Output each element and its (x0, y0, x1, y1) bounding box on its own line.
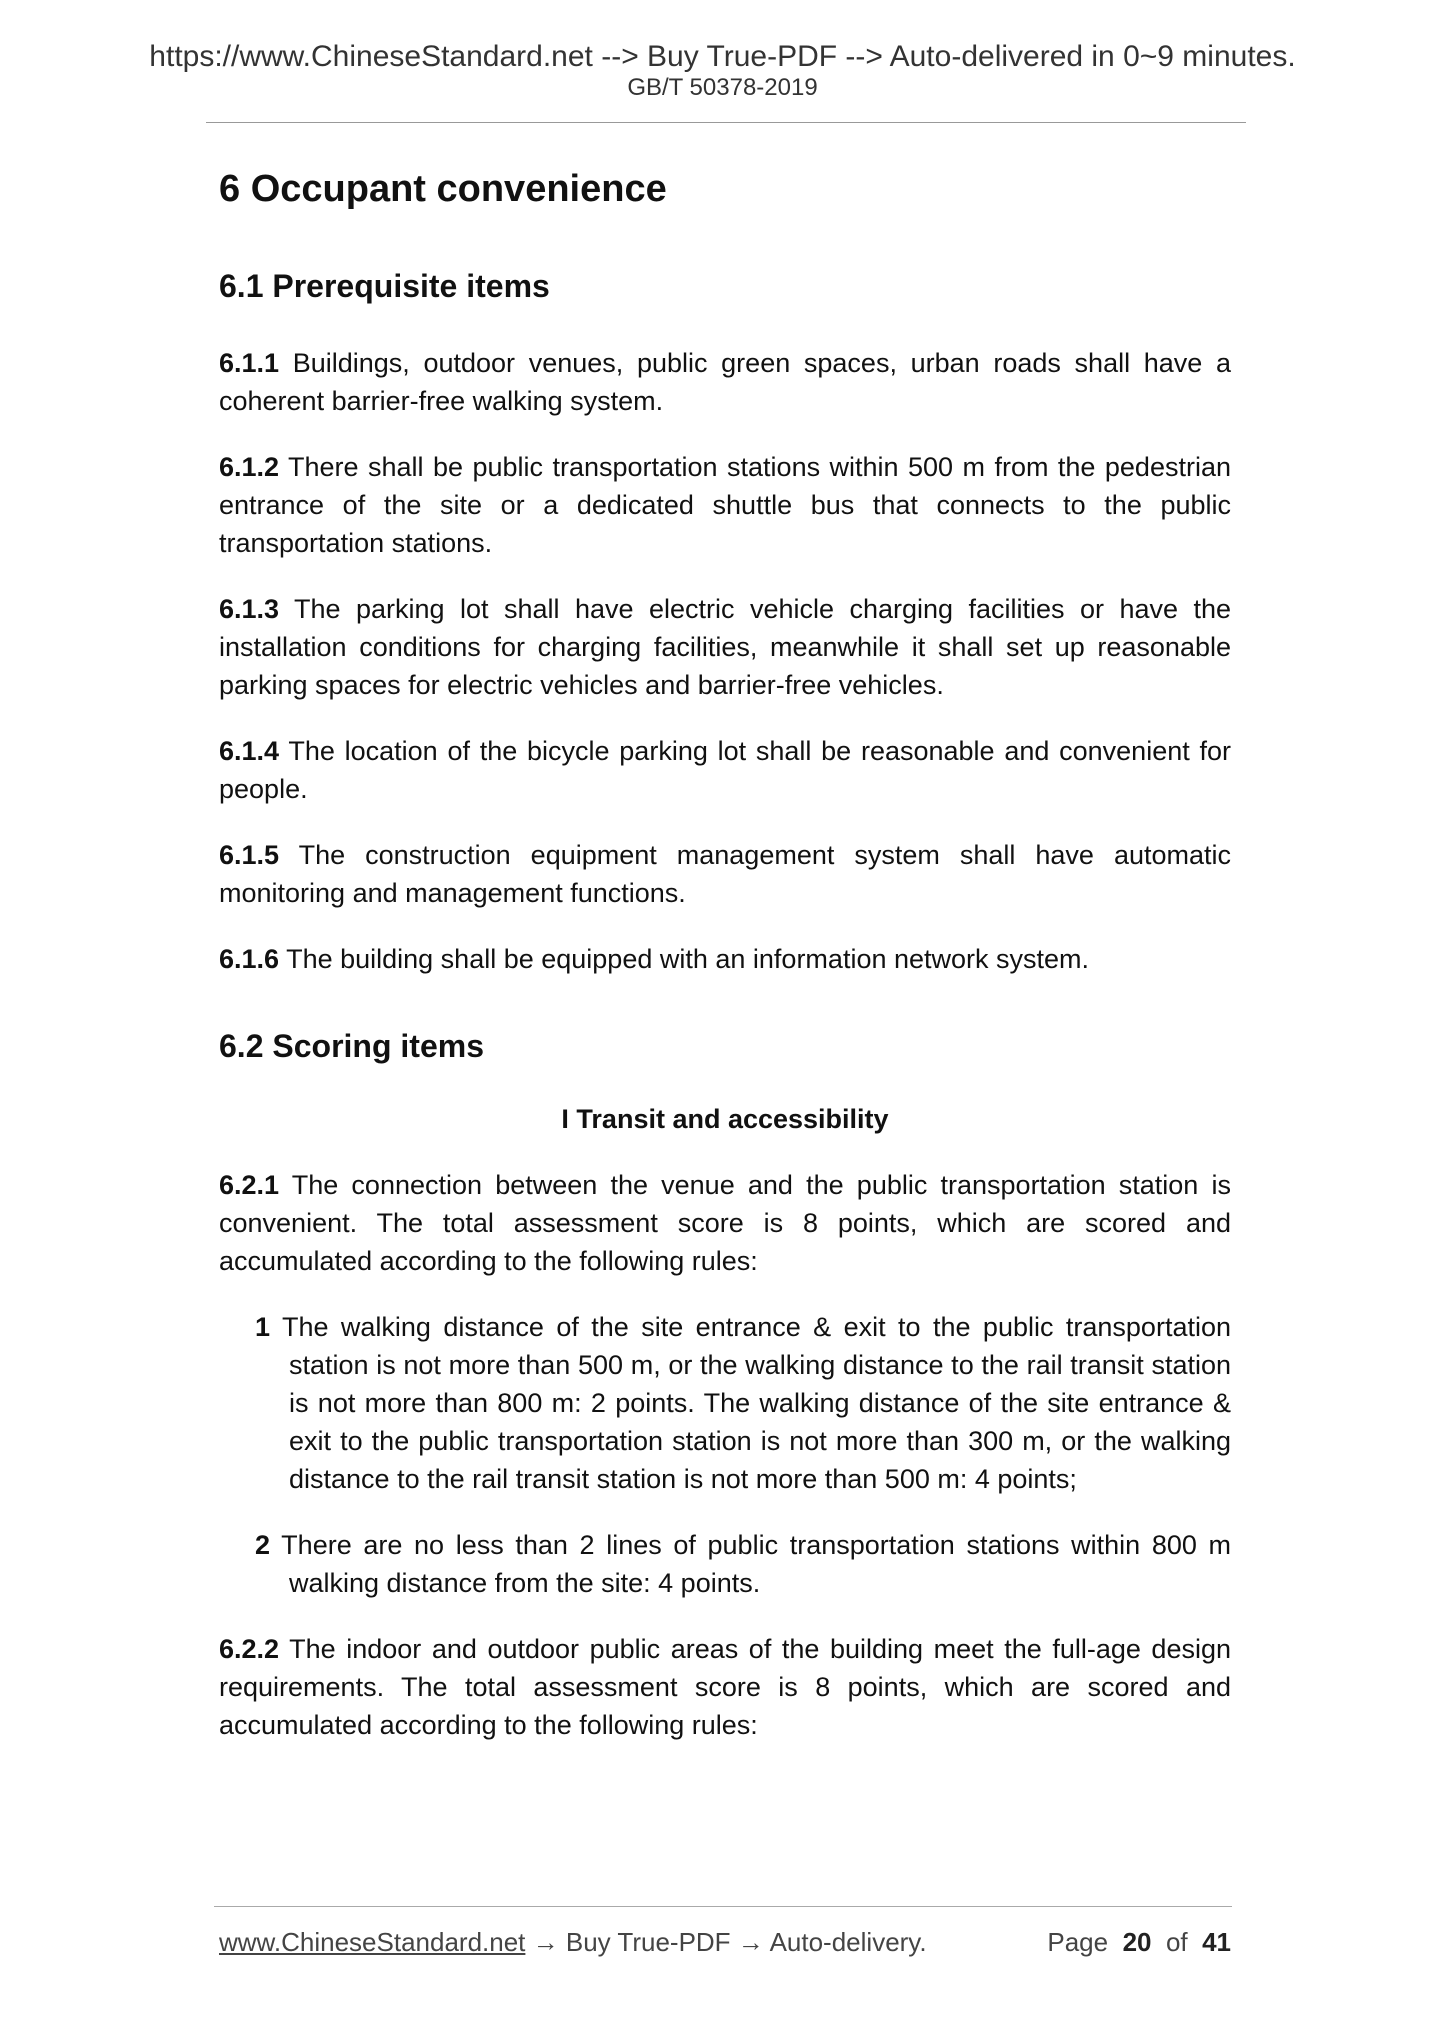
footer-promo (219, 1925, 927, 1959)
standard-code: GB/T 50378-2019 (627, 74, 818, 101)
of-label: of (1165, 1927, 1188, 1957)
clause-6-1-5 (219, 836, 1231, 912)
page-content (219, 164, 1231, 1772)
item-number: 2 (255, 1530, 271, 1560)
clause-text: The connection between the venue and the public transportation station is convenient. The total assessment score is 8 points, which are scored and accumulated according to the following rules: (219, 1170, 1231, 1276)
clause-text: Buildings, outdoor venues, public green spaces, urban roads shall have a coherent barrier-free walking system. (219, 348, 1231, 416)
header-divider (206, 122, 1246, 123)
header-banner: https://www.ChineseStandard.net --> Buy True-PDF --> Auto-delivered in 0~9 minutes. (149, 40, 1296, 73)
clause-number: 6.1.2 (219, 452, 280, 482)
item-text: There are no less than 2 lines of public transportation stations within 800 m walking distance from the site: 4 points. (270, 1530, 1231, 1598)
clause-text: The construction equipment management system shall have automatic monitoring and management functions. (219, 840, 1231, 908)
clause-text: The parking lot shall have electric vehicle charging facilities or have the installation conditions for charging facilities, meanwhile it shall set up reasonable parking spaces for electric vehicles and barrier-free vehicles. (219, 594, 1231, 700)
clause-text: The building shall be equipped with an information network system. (279, 944, 1090, 974)
clause-6-2-1 (219, 1166, 1231, 1280)
clause-number: 6.1.5 (219, 840, 280, 870)
list-item (219, 1308, 1231, 1498)
item-text: The walking distance of the site entrance & exit to the public transportation station is not more than 500 m, or the walking distance to the rail transit station is not more than 800 m: 2 points. The walking distance of the site entrance & exit to the public transportation station is not more than 300 m, or the walking distance to the rail transit station is not more than 500 m: 4 points; (270, 1312, 1231, 1494)
chapter-title: 6 Occupant convenience (219, 168, 667, 210)
site-link[interactable]: www.ChineseStandard.net (219, 1927, 526, 1957)
footer-tagline: → Buy True-PDF → Auto-delivery. (525, 1927, 927, 1957)
subsection-heading: I Transit and accessibility (561, 1104, 889, 1134)
total-pages: 41 (1202, 1927, 1231, 1957)
clause-6-1-6 (219, 940, 1231, 978)
clause-text: The indoor and outdoor public areas of the building meet the full-age design requirements. The total assessment score is 8 points, which are scored and accumulated according to the following rules: (219, 1634, 1231, 1740)
section-title-prerequisite: 6.1 Prerequisite items (219, 268, 550, 304)
clause-number: 6.2.2 (219, 1634, 280, 1664)
clause-number: 6.1.1 (219, 348, 280, 378)
clause-6-2-2 (219, 1630, 1231, 1744)
clause-number: 6.2.1 (219, 1170, 280, 1200)
clause-6-1-4 (219, 732, 1231, 808)
clause-text: The location of the bicycle parking lot shall be reasonable and convenient for people. (219, 736, 1231, 804)
clause-6-1-2 (219, 448, 1231, 562)
clause-number: 6.1.3 (219, 594, 280, 624)
clause-number: 6.1.4 (219, 736, 280, 766)
clause-6-1-1 (219, 344, 1231, 420)
item-number: 1 (255, 1312, 271, 1342)
clause-text: There shall be public transportation stations within 500 m from the pedestrian entrance of the site or a dedicated shuttle bus that connects to the public transportation stations. (219, 452, 1231, 558)
clause-number: 6.1.6 (219, 944, 280, 974)
clause-6-1-3 (219, 590, 1231, 704)
page-indicator (1047, 1925, 1231, 1959)
page-label: Page (1047, 1927, 1109, 1957)
page-number: 20 (1122, 1927, 1152, 1957)
footer-divider (214, 1906, 1232, 1907)
list-item (219, 1526, 1231, 1602)
section-title-scoring: 6.2 Scoring items (219, 1028, 484, 1064)
